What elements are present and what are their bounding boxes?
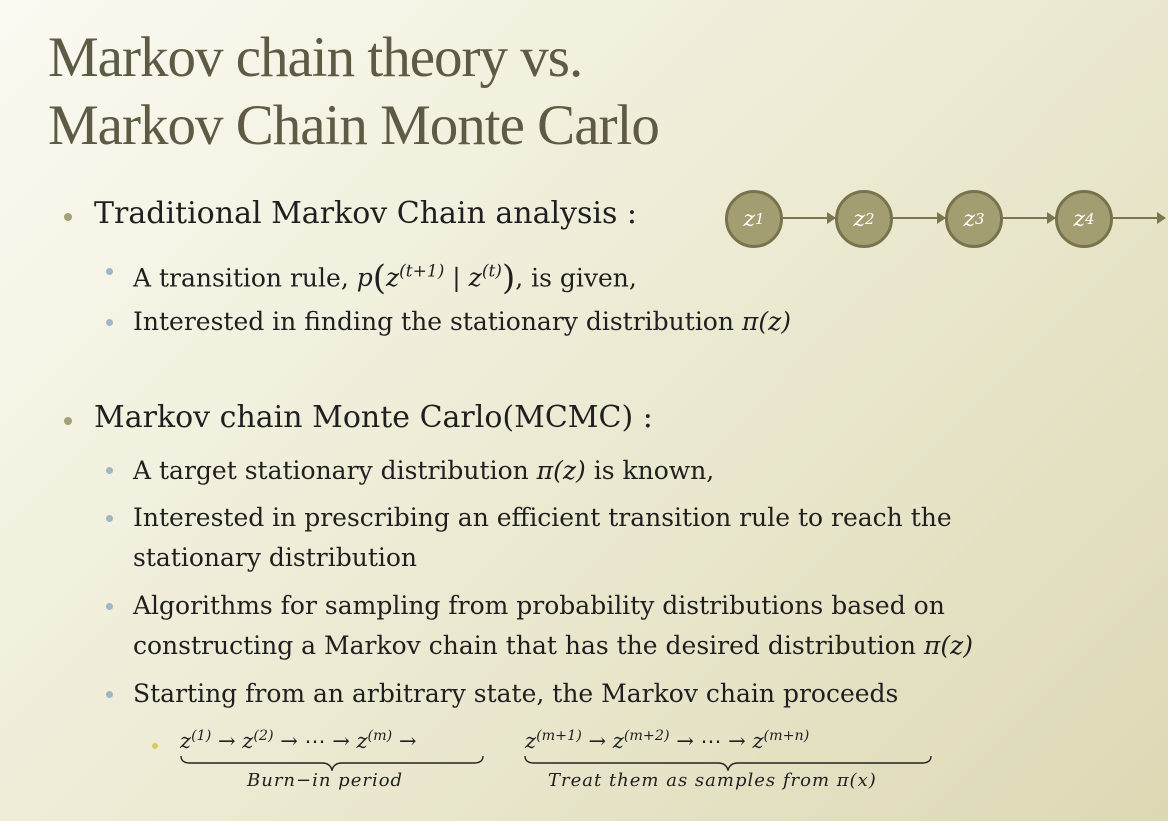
bullet-icon — [106, 319, 113, 326]
transition-rule-formula: $p(z^{(t+1)}$ | $z^{(t)}$) — [356, 258, 516, 299]
arrow-icon — [1003, 217, 1055, 219]
section2-item-4: Starting from an arbitrary state, the Markov chain proceeds — [133, 679, 899, 708]
section1-item-2: Interested in finding the stationary distribution π(z) — [133, 307, 792, 336]
title-line-1: Markov chain theory vs. — [48, 26, 583, 89]
bullet-icon — [106, 268, 113, 275]
slide-title — [48, 24, 659, 160]
bullet-icon — [64, 213, 72, 221]
section1-heading: Traditional Markov Chain analysis : — [94, 196, 638, 231]
section2-item-2: Interested in prescribing an efficient transition rule to reach the stationary distribution — [133, 503, 952, 572]
burn-in-sequence: $z^{(1)} \to z^{(2)}$ → ⋯ → $z^{(m)}$ → — [180, 728, 417, 753]
markov-chain-diagram — [725, 188, 1168, 250]
title-line-2: Markov Chain Monte Carlo — [48, 94, 659, 157]
bullet-icon — [106, 515, 113, 522]
chain-node: z 2 — [835, 190, 893, 248]
burn-in-label: Burn−in period — [247, 770, 404, 791]
arrow-icon — [783, 217, 835, 219]
section2-item-3: Algorithms for sampling from probability distributions based on constructing a Markov chain that has the desired distribution π(z) — [133, 591, 974, 660]
bullet-icon — [106, 691, 113, 698]
burn-in-brace — [180, 755, 484, 771]
chain-node: z 4 — [1055, 190, 1113, 248]
samples-brace — [524, 755, 932, 771]
section1-item-1: A transition rule, $p(z^{(t+1)}$ | $z^{(t)}$), is given, — [133, 258, 637, 299]
chain-node: z 1 — [725, 190, 783, 248]
bullet-icon — [106, 603, 113, 610]
bullet-icon — [152, 743, 158, 749]
arrow-icon — [1113, 217, 1165, 219]
bullet-icon — [106, 467, 113, 474]
sample-sequence: $z^{(m+1)} \to z^{(m+2)}$ → ⋯ → $z^{(m+n)}$ — [525, 728, 810, 753]
arrow-icon — [893, 217, 945, 219]
chain-node: z 3 — [945, 190, 1003, 248]
section2-heading: Markov chain Monte Carlo(MCMC) : — [94, 400, 653, 435]
section2-item-1: A target stationary distribution π(z) is known, — [133, 456, 715, 485]
samples-label: Treat them as samples from π(x) — [548, 770, 877, 791]
bullet-icon — [64, 417, 72, 425]
